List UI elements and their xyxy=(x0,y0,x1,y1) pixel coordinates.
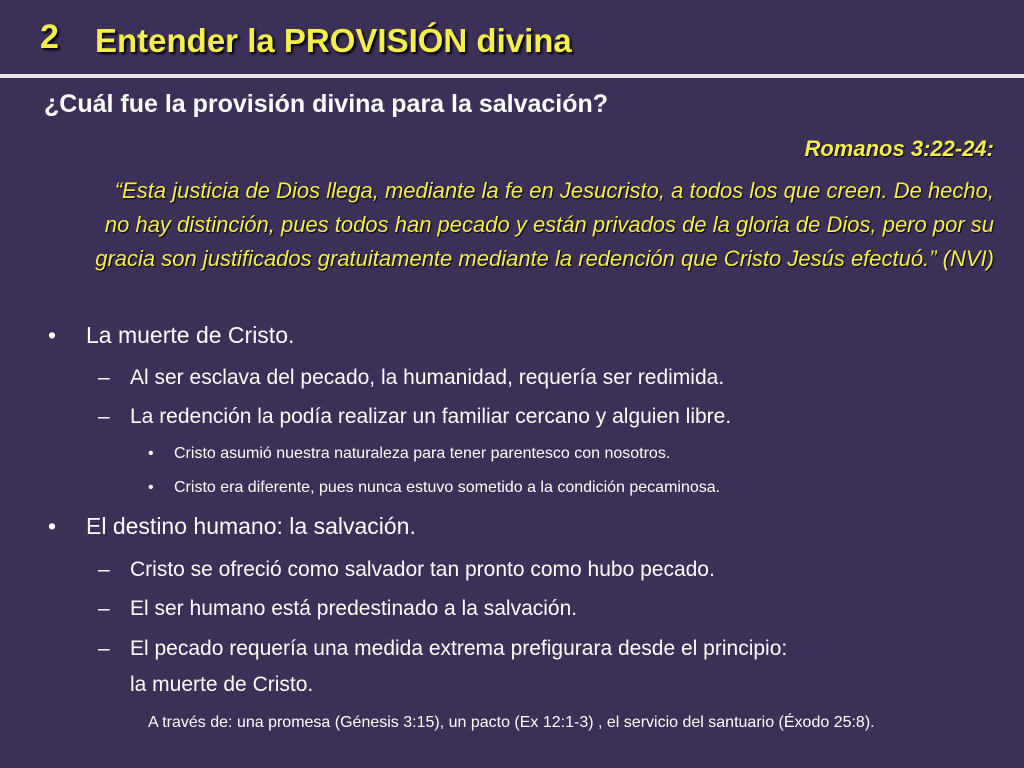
bullet-marker: • xyxy=(48,513,57,539)
dash-marker: – xyxy=(98,597,110,620)
sub-point xyxy=(98,558,715,582)
dash-marker: – xyxy=(98,366,110,389)
sub-point xyxy=(98,405,731,429)
slide-title: Entender la PROVISIÓN divina xyxy=(95,22,572,59)
bullet-point xyxy=(48,513,416,540)
detail-text: Cristo era diferente, pues nunca estuvo sometido a la condición pecaminosa. xyxy=(174,479,721,496)
sub-point xyxy=(98,637,787,661)
sub-point-text: La redención la podía realizar un familiar cercano y alguien libre. xyxy=(130,405,732,428)
dash-marker: – xyxy=(98,405,110,428)
sub-point xyxy=(98,366,724,390)
section-number: 2 xyxy=(40,18,59,56)
scripture-quote: “Esta justicia de Dios llega, mediante la fe en Jesucristo, a todos los que creen. De hecho, no hay distinción, pues todos han pecado y están privados de la gloria de Dios, pero por su gracia son justificados gratuitamente mediante la redención que Cristo Jesús efectuó.” (NVI) xyxy=(95,178,994,271)
sub-point xyxy=(98,597,577,621)
sub-point-text: El ser humano está predestinado a la salvación. xyxy=(130,597,578,620)
detail-point xyxy=(148,479,720,497)
slide-header xyxy=(0,0,1024,76)
scripture-reference: Romanos 3:22-24: xyxy=(804,136,994,161)
bullet-point xyxy=(48,322,294,349)
bullet-marker: • xyxy=(148,445,154,462)
question-heading: ¿Cuál fue la provisión divina para la salvación? xyxy=(44,90,609,118)
bullet-marker: • xyxy=(48,322,57,348)
sub-point-continuation: la muerte de Cristo. xyxy=(130,673,314,696)
note-text: A través de: una promesa (Génesis 3:15), un pacto (Ex 12:1-3) , el servicio del santuario (Éxodo 25:8). xyxy=(148,714,875,731)
detail-text: Cristo asumió nuestra naturaleza para tener parentesco con nosotros. xyxy=(174,445,671,462)
sub-point-text: Al ser esclava del pecado, la humanidad, requería ser redimida. xyxy=(130,366,725,389)
dash-marker: – xyxy=(98,637,110,660)
detail-point xyxy=(148,445,670,463)
sub-point-text: El pecado requería una medida extrema prefigurara desde el principio: xyxy=(130,637,788,660)
bullet-text: El destino humano: la salvación. xyxy=(86,513,416,539)
sub-point-text: Cristo se ofreció como salvador tan pronto como hubo pecado. xyxy=(130,558,715,581)
header-divider xyxy=(0,74,1024,78)
dash-marker: – xyxy=(98,558,110,581)
bullet-text: La muerte de Cristo. xyxy=(86,322,295,348)
bullet-marker: • xyxy=(148,479,154,496)
